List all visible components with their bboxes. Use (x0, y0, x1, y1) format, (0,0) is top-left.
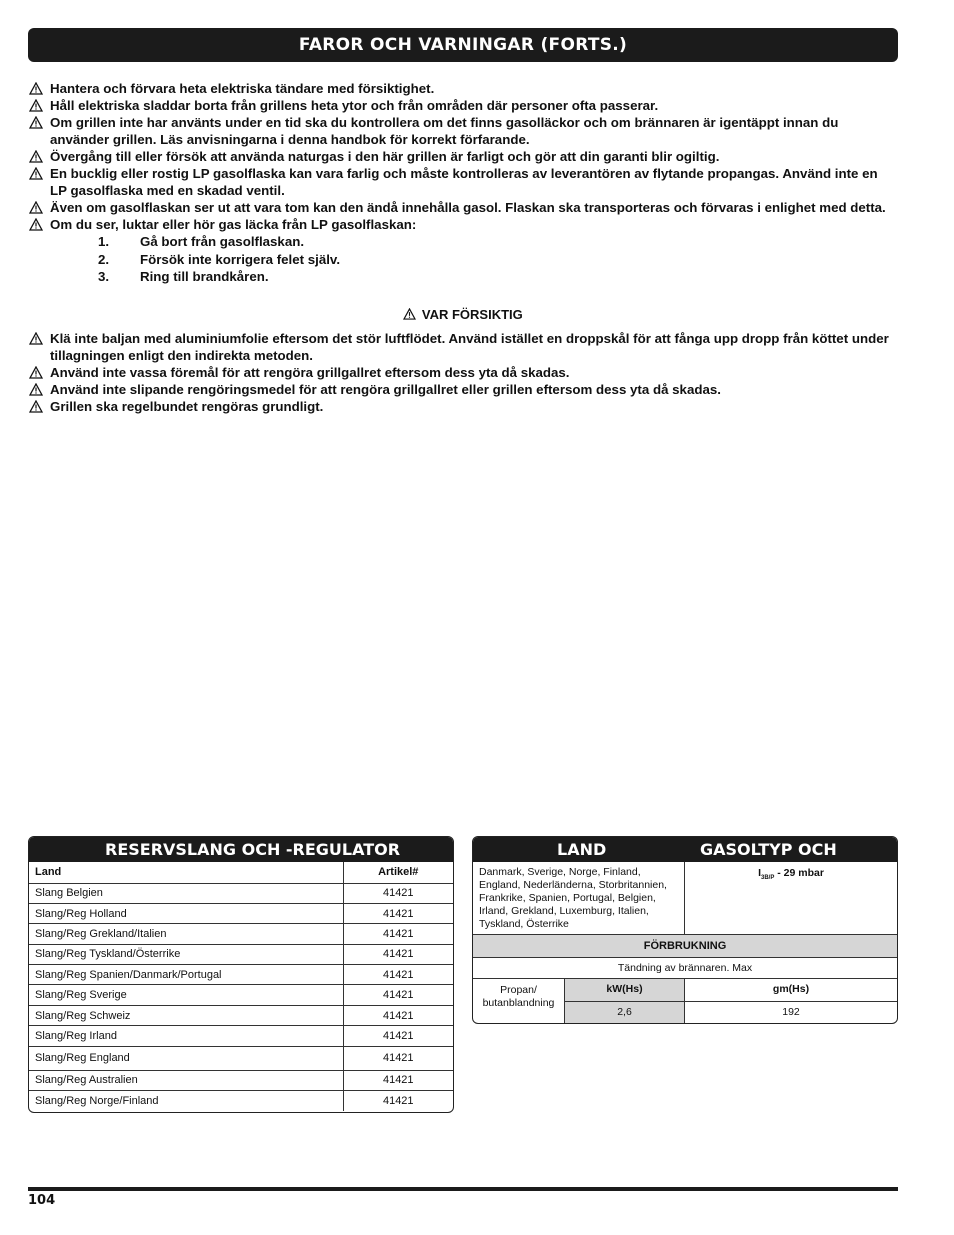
warning-triangle-icon (29, 366, 43, 379)
table-row (29, 1091, 453, 1111)
warning-triangle-icon (29, 400, 43, 413)
col-header-land: Land (35, 866, 62, 879)
table-row (29, 1046, 453, 1070)
warning-triangle-icon (29, 383, 43, 396)
warning-triangle-icon (29, 218, 43, 231)
caution-item (28, 330, 898, 364)
cell-land: Slang/Reg Norge/Finland (29, 1091, 343, 1111)
caution-heading (0, 307, 926, 322)
cell-article: 41421 (343, 1070, 453, 1090)
hose-table (29, 862, 453, 1111)
table-header-row (29, 862, 453, 883)
warning-item (28, 148, 898, 165)
warning-triangle-icon (29, 332, 43, 345)
consumption-value-row (565, 1001, 897, 1023)
warning-triangle-icon (29, 99, 43, 112)
table-row (29, 965, 453, 985)
warning-item (28, 216, 898, 233)
caution-item (28, 381, 898, 398)
warning-text: Övergång till eller försök att använda naturgas i den här grillen är farligt och gör att din garanti blir ogiltig. (50, 149, 720, 164)
warning-triangle-icon (403, 308, 416, 320)
step-number: 1. (98, 234, 110, 249)
caution-text: Använd inte vassa föremål för att rengöra grillgallret eftersom dess yta då skadas. (50, 365, 570, 380)
cell-land: Slang/Reg Grekland/Italien (29, 924, 343, 944)
cell-land: Slang/Reg England (29, 1046, 343, 1070)
consumption-data (473, 979, 897, 1024)
warning-triangle-icon (29, 201, 43, 214)
hose-table-title: RESERVSLANG OCH -REGULATOR (29, 837, 453, 862)
table-row (29, 903, 453, 923)
ignition-note: Tändning av brännaren. Max (473, 958, 897, 979)
gas-category (685, 862, 897, 934)
warning-text: Håll elektriska sladdar borta från grillens heta ytor och från områden där personer ofta passerar. (50, 98, 659, 113)
table-row (29, 1070, 453, 1090)
cell-land: Slang/Reg Holland (29, 903, 343, 923)
gm-label: gm(Hs) (772, 983, 810, 995)
caution-heading-text: VAR FÖRSIKTIG (421, 307, 523, 322)
gas-type-table (472, 836, 898, 1024)
gm-value: 192 (782, 1006, 800, 1018)
gas-pressure: - 29 mbar (774, 867, 824, 879)
warning-triangle-icon (29, 116, 43, 129)
leak-steps (28, 233, 898, 286)
gas-table-title-gas: GASOLTYP OCH TRYCK (700, 840, 837, 884)
caution-text: Klä inte baljan med aluminiumfolie eftersom det stör luftflödet. Använd istället en droppskål för att fånga upp dropp från köttet under tillagningen enligt den indirekta metoden. (50, 331, 889, 363)
country-list: Danmark, Sverige, Norge, Finland, England, Nederländerna, Storbritannien, Frankrike, Spanien, Portugal, Belgien, Irland, Grekland, Luxemburg, Italien, Tyskland, Österrike (473, 862, 685, 934)
cell-land: Slang/Reg Irland (29, 1026, 343, 1046)
leak-step (98, 268, 898, 286)
cell-article: 41421 (343, 883, 453, 903)
page-number: 104 (28, 1193, 56, 1208)
warning-triangle-icon (29, 82, 43, 95)
cell-article: 41421 (343, 985, 453, 1005)
warning-text: Även om gasolflaskan ser ut att vara tom kan den ändå innehålla gasol. Flaskan ska transporteras och förvaras i enlighet med detta. (50, 200, 886, 215)
cell-land: Slang/Reg Sverige (29, 985, 343, 1005)
cell-article: 41421 (343, 1026, 453, 1046)
step-number: 2. (98, 251, 110, 267)
cell-article: 41421 (343, 1005, 453, 1025)
step-text: Gå bort från gasolflaskan. (140, 234, 305, 249)
warning-text: Om grillen inte har använts under en tid ska du kontrollera om det finns gasolläckor och om brännaren är igentäppt innan du använder grillen. Läs anvisningarna i denna handbok för korrekt förfarande. (50, 115, 839, 147)
cell-land: Slang/Reg Tyskland/Österrike (29, 944, 343, 964)
fuel-type: Propan/ butanblandning (473, 979, 565, 1024)
step-text: Ring till brandkåren. (140, 269, 269, 284)
cell-land: Slang Belgien (29, 883, 343, 903)
consumption-header-row (565, 979, 897, 1001)
gas-table-title-land: LAND (557, 840, 607, 859)
warning-text: Om du ser, luktar eller hör gas läcka från LP gasolflaskan: (50, 217, 417, 232)
cell-article: 41421 (343, 944, 453, 964)
table-row (29, 985, 453, 1005)
step-text: Försök inte korrigera felet själv. (140, 251, 341, 267)
col-header-article: Artikel# (343, 862, 453, 883)
caution-item (28, 364, 898, 381)
cell-article: 41421 (343, 965, 453, 985)
kw-label: kW(Hs) (565, 979, 685, 1001)
caution-list (28, 330, 898, 415)
cell-article: 41421 (343, 903, 453, 923)
warning-text: Hantera och förvara heta elektriska tändare med försiktighet. (50, 81, 435, 96)
warning-item (28, 165, 898, 199)
caution-text: Använd inte slipande rengöringsmedel för att rengöra grillgallret eller grillen eftersom dess yta då skadas. (50, 382, 721, 397)
gas-category-main: I (758, 867, 761, 879)
cell-land: Slang/Reg Australien (29, 1070, 343, 1090)
table-row (29, 924, 453, 944)
warning-triangle-icon (29, 167, 43, 180)
warning-triangle-icon (29, 150, 43, 163)
cell-article: 41421 (343, 924, 453, 944)
warning-text: En bucklig eller rostig LP gasolflaska kan vara farlig och måste kontrolleras av leverantören av flytande propangas. Använd inte en LP gasolflaska med en skadad ventil. (50, 166, 878, 198)
cell-land: Slang/Reg Schweiz (29, 1005, 343, 1025)
warning-item (28, 199, 898, 216)
warning-item (28, 97, 898, 114)
kw-value: 2,6 (565, 1002, 685, 1023)
cell-article: 41421 (343, 1091, 453, 1111)
warning-item (28, 80, 898, 97)
caution-text: Grillen ska regelbundet rengöras grundligt. (50, 399, 324, 414)
country-row (473, 862, 897, 935)
cell-article: 41421 (343, 1046, 453, 1070)
gas-category-sub: 3B/P (760, 875, 775, 882)
leak-step (98, 233, 898, 251)
table-row (29, 883, 453, 903)
table-row (29, 1026, 453, 1046)
footer-rule (28, 1187, 898, 1191)
warning-list (28, 80, 898, 286)
section-title-banner: FAROR OCH VARNINGAR (FORTS.) (28, 28, 898, 62)
table-row (29, 944, 453, 964)
consumption-heading: FÖRBRUKNING (473, 935, 897, 958)
leak-step (98, 251, 898, 269)
step-number: 3. (98, 269, 110, 284)
table-row (29, 1005, 453, 1025)
caution-item (28, 398, 898, 415)
warning-item (28, 114, 898, 148)
cell-land: Slang/Reg Spanien/Danmark/Portugal (29, 965, 343, 985)
consumption-values (565, 979, 897, 1024)
hose-regulator-table (28, 836, 454, 1113)
